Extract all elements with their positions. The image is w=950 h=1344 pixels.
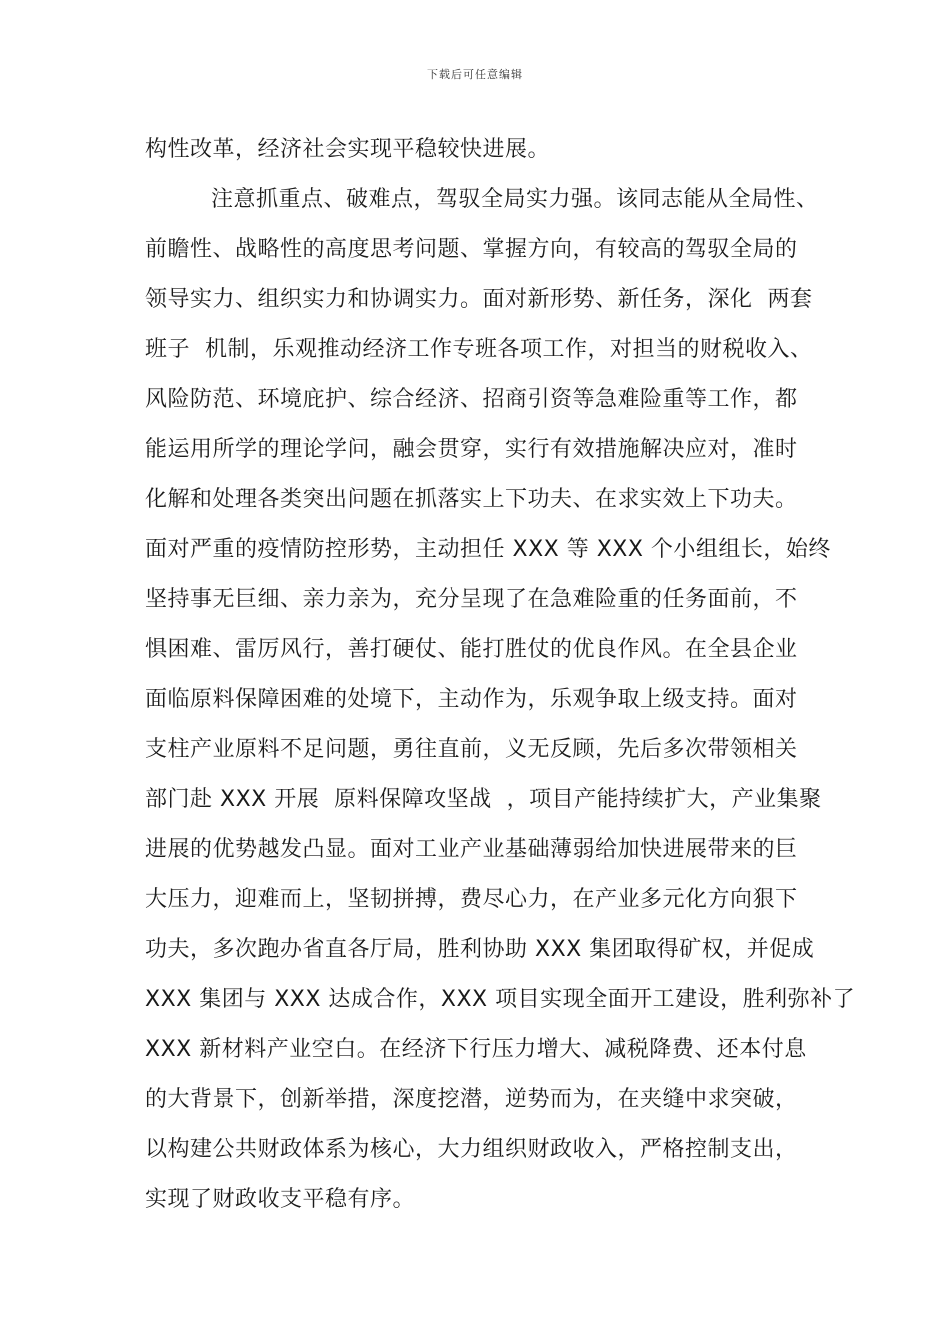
text-line: 能运用所学的理论学问，融会贯穿，实行有效措施解决应对，准时 [145, 437, 798, 462]
text-line: 化解和处理各类突出问题在抓落实上下功夫、在求实效上下功夫。 [145, 487, 798, 512]
text-line: 面临原料保障困难的处境下，主动作为，乐观争取上级支持。面对 [145, 687, 798, 712]
text-line: 领导实力、组织实力和协调实力。面对新形势、新任务，深化 两套 [145, 287, 813, 312]
text-line: 坚持事无巨细、亲力亲为，充分呈现了在急难险重的任务面前，不 [145, 587, 798, 612]
text-line: XXX 新材料产业空白。在经济下行压力增大、减税降费、还本付息 [145, 1037, 807, 1062]
text-line: 惧困难、雷厉风行，善打硬仗、能打胜仗的优良作风。在全县企业 [145, 637, 798, 662]
page-header: 下载后可任意编辑 [427, 68, 523, 81]
text-line: 大压力，迎难而上，坚韧拼搏，费尽心力，在产业多元化方向狠下 [145, 887, 798, 912]
text-line: 功夫，多次跑办省直各厅局，胜利协助 XXX 集团取得矿权，并促成 [145, 937, 815, 962]
text-line: 进展的优势越发凸显。面对工业产业基础薄弱给加快进展带来的巨 [145, 837, 798, 862]
text-line: 的大背景下，创新举措，深度挖潜，逆势而为，在夹缝中求突破， [145, 1087, 798, 1112]
text-line: 班子 机制，乐观推动经济工作专班各项工作，对担当的财税收入、 [145, 337, 813, 362]
text-line: 部门赴 XXX 开展 原料保障攻坚战 ，项目产能持续扩大，产业集聚 [145, 787, 822, 812]
text-line: 实现了财政收支平稳有序。 [145, 1187, 416, 1212]
paragraph-start-line: 注意抓重点、破难点，驾驭全局实力强。该同志能从全局性、 [211, 187, 819, 212]
text-line: XXX 集团与 XXX 达成合作，XXX 项目实现全面开工建设，胜利弥补了 [145, 987, 856, 1012]
text-line: 前瞻性、战略性的高度思考问题、掌握方向，有较高的驾驭全局的 [145, 237, 798, 262]
text-line: 支柱产业原料不足问题，勇往直前，义无反顾，先后多次带领相关 [145, 737, 798, 762]
text-line: 面对严重的疫情防控形势，主动担任 XXX 等 XXX 个小组组长，始终 [145, 537, 831, 562]
text-line: 风险防范、环境庇护、综合经济、招商引资等急难险重等工作，都 [145, 387, 798, 412]
text-line: 构性改革，经济社会实现平稳较快进展。 [145, 137, 551, 162]
text-line: 以构建公共财政体系为核心，大力组织财政收入，严格控制支出， [145, 1137, 798, 1162]
document-body [145, 128, 856, 1228]
